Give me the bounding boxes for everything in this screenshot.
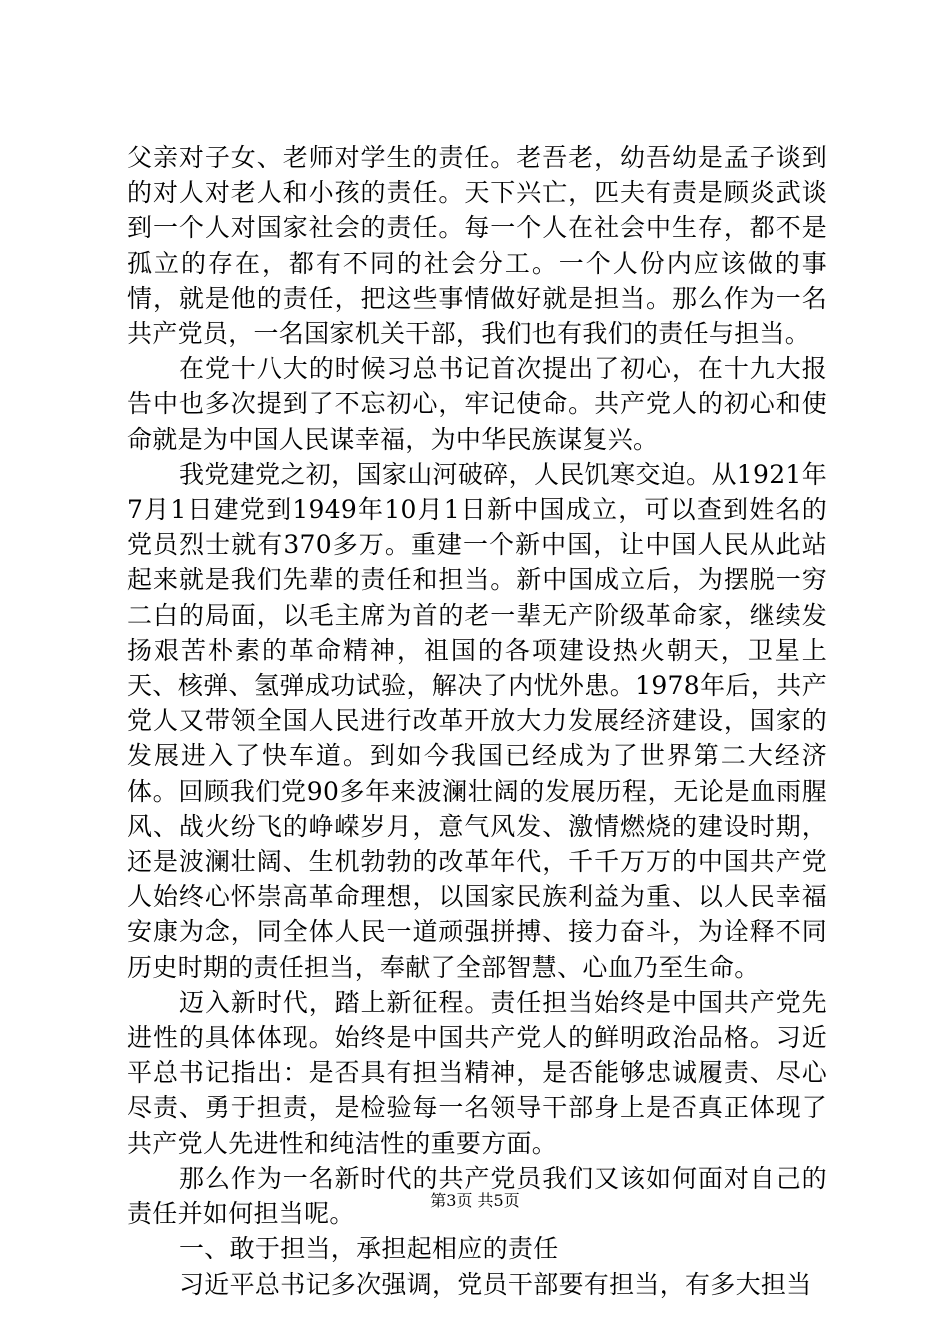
paragraph: 父亲对子女、老师对学生的责任。老吾老，幼吾幼是孟子谈到的对人对老人和小孩的责任。天下兴亡，匹夫有责是顾炎武谈到一个人对国家社会的责任。每一个人在社会中生存，都不是孤立的存在，都有不同的社会分工。一个人份内应该做的事情，就是他的责任，把这些事情做好就是担当。那么作为一名共产党员，一名国家机关干部，我们也有我们的责任与担当。 [127, 143, 827, 349]
section-heading: 一、敢于担当，承担起相应的责任 [179, 1234, 559, 1264]
document-body [127, 140, 827, 1302]
paragraph: 在党十八大的时候习总书记首次提出了初心，在十九大报告中也多次提到了不忘初心，牢记使命。共产党人的初心和使命就是为中国人民谋幸福，为中华民族谋复兴。 [127, 354, 827, 454]
page-number-footer: 第3页 共5页 [430, 1191, 520, 1210]
paragraph: 那么作为一名新时代的共产党员我们又该如何面对自己的责任并如何担当呢。 [127, 1163, 827, 1229]
paragraph: 习近平总书记多次强调，党员干部要有担当，有多大担当 [179, 1269, 812, 1299]
paragraph: 我党建党之初，国家山河破碎，人民饥寒交迫。从1921年7月1日建党到1949年10月1日新中国成立，可以查到姓名的党员烈士就有370多万。重建一个新中国，让中国人民从此站起来就是我们先辈的责任和担当。新中国成立后，为摆脱一穷二白的局面，以毛主席为首的老一辈无产阶级革命家，继续发扬艰苦朴素的革命精神，祖国的各项建设热火朝天，卫星上天、核弹、氢弹成功试验，解决了内忧外患。1978年后，共产党人又带领全国人民进行改革开放大力发展经济建设，国家的发展进入了快车道。到如今我国已经成为了世界第二大经济体。回顾我们党90多年来波澜壮阔的发展历程，无论是血雨腥风、战火纷飞的峥嵘岁月，意气风发、激情燃烧的建设时期，还是波澜壮阔、生机勃勃的改革年代，千千万万的中国共产党人始终心怀崇高革命理想，以国家民族利益为重、以人民幸福安康为念，同全体人民一道顽强拼搏、接力奋斗，为诠释不同历史时期的责任担当，奉献了全部智慧、心血乃至生命。 [127, 459, 827, 982]
paragraph: 迈入新时代，踏上新征程。责任担当始终是中国共产党先进性的具体体现。始终是中国共产党人的鲜明政治品格。习近平总书记指出：是否具有担当精神，是否能够忠诚履责、尽心尽责、勇于担责，是检验每一名领导干部身上是否真正体现了共产党人先进性和纯洁性的重要方面。 [127, 987, 827, 1158]
